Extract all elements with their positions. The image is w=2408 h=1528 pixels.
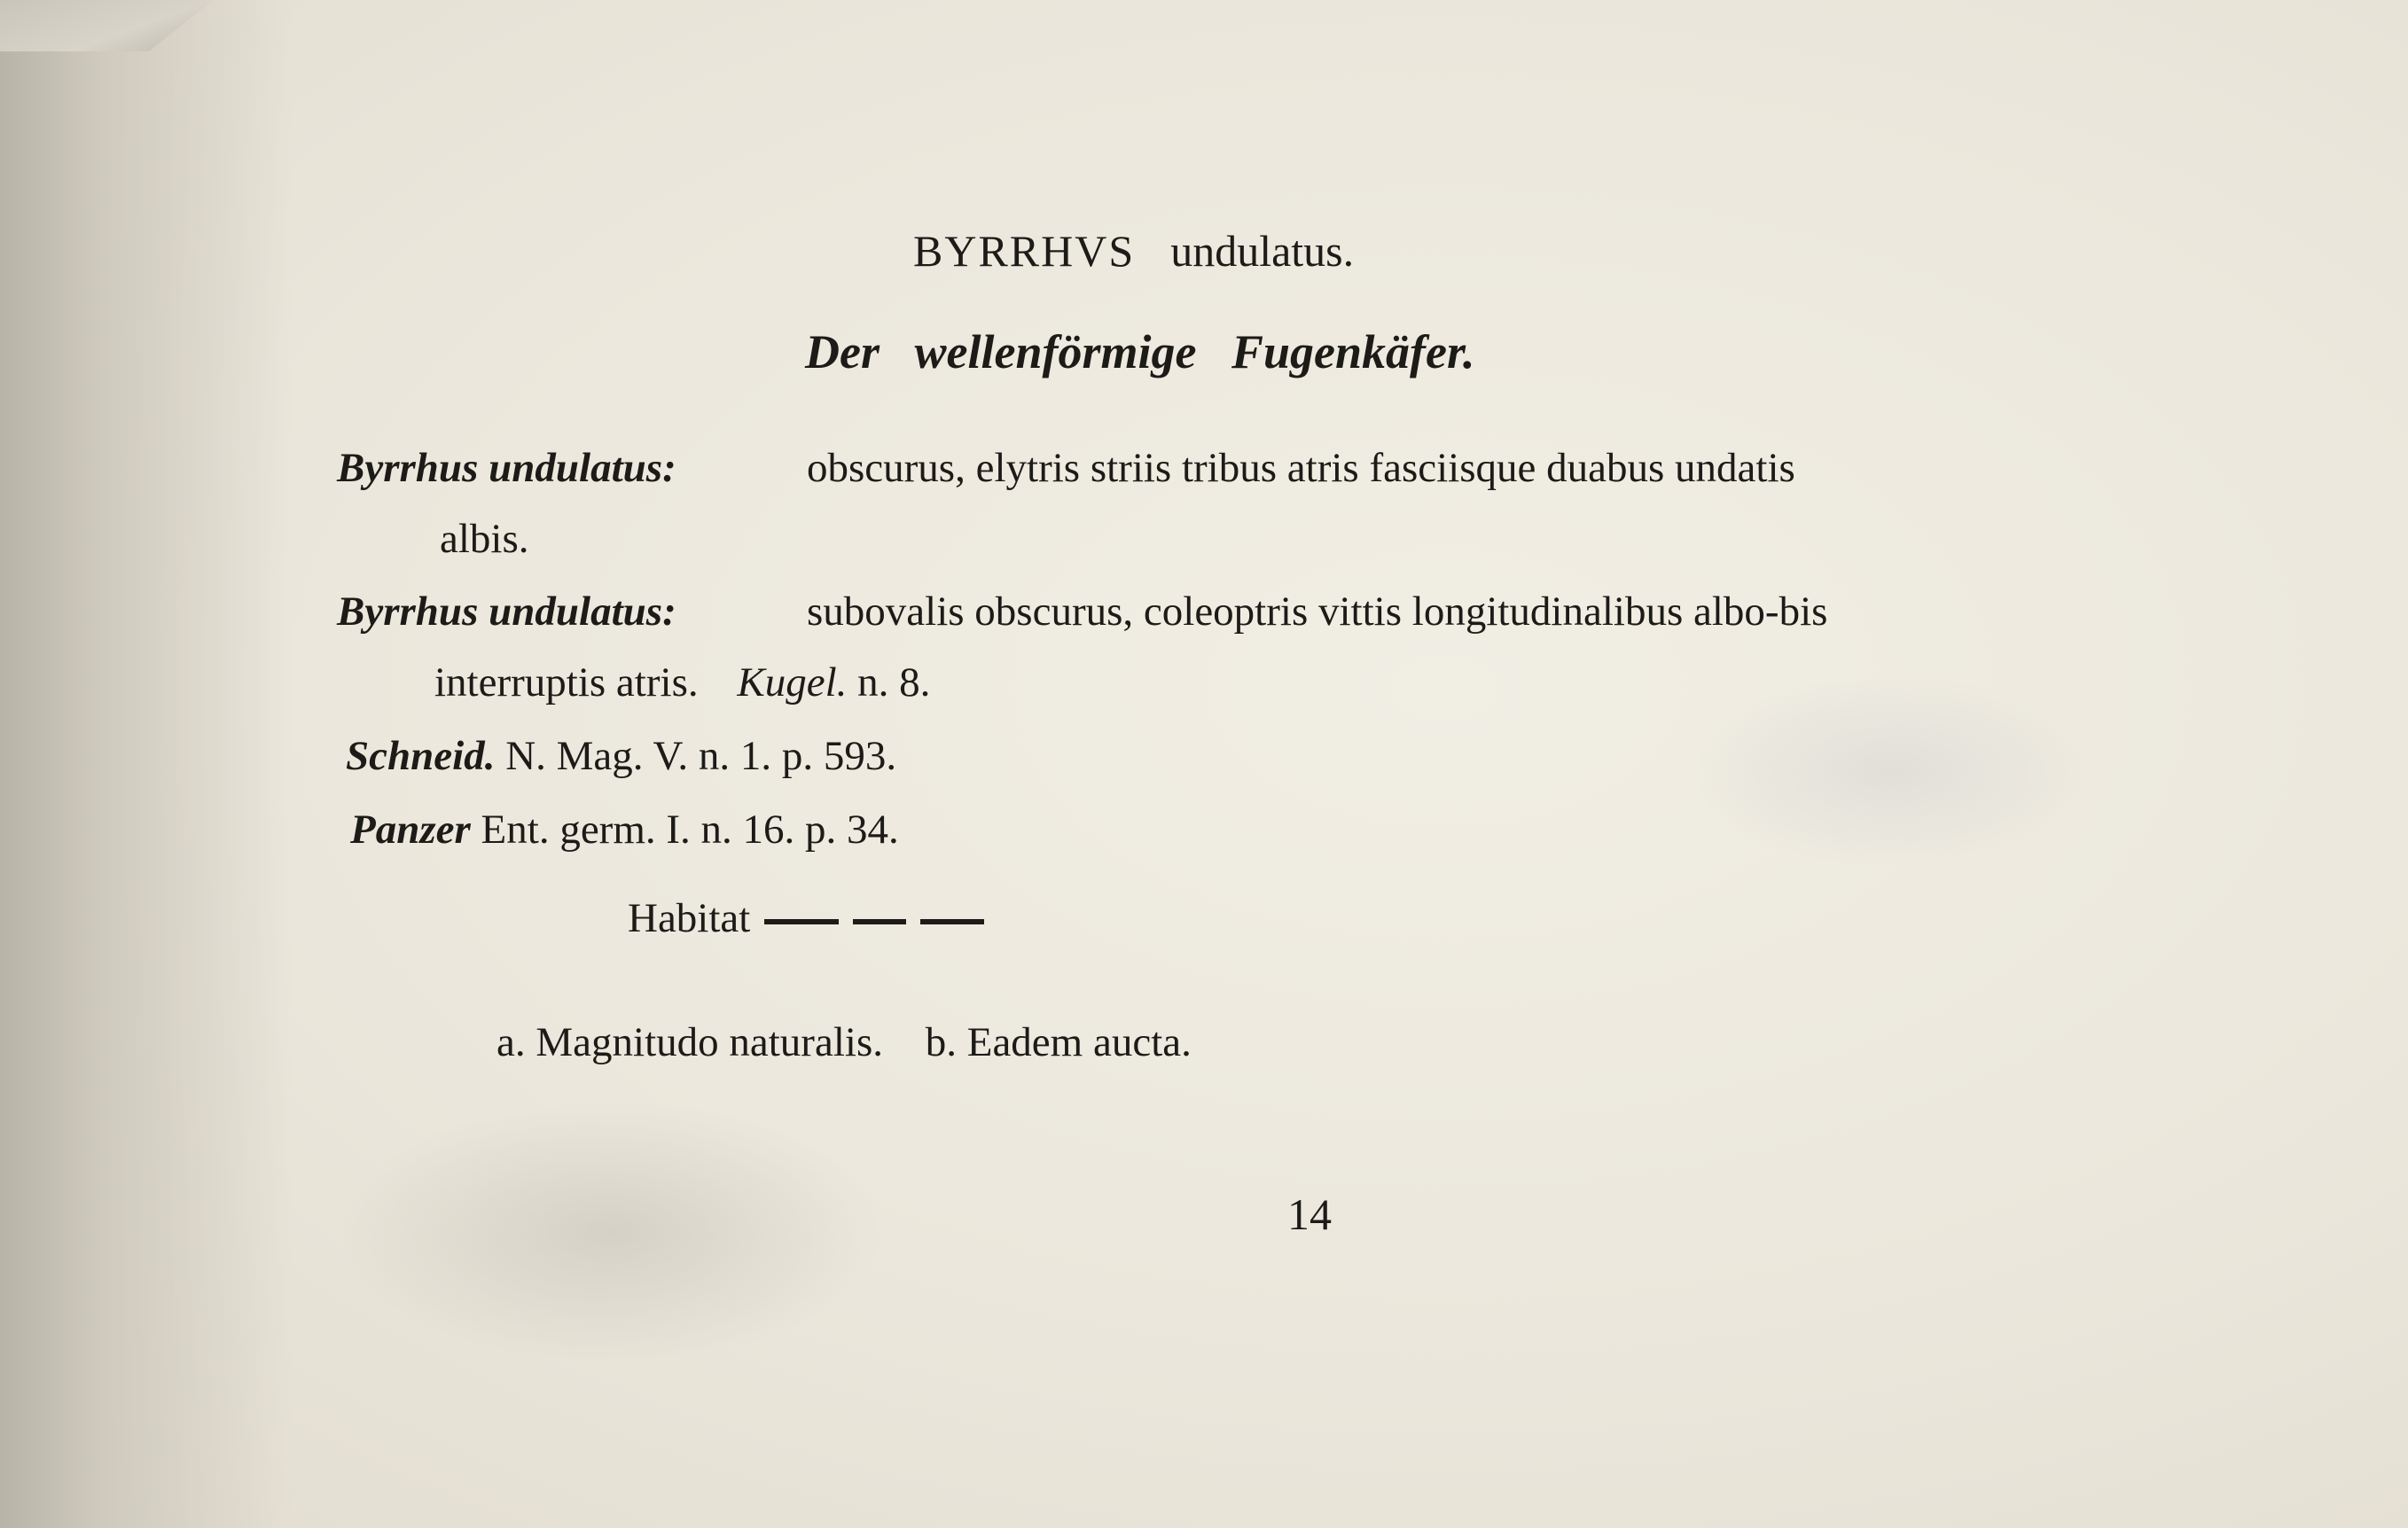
synonym-entry-1 xyxy=(337,445,1795,491)
habitat-dash xyxy=(853,919,906,924)
reference-line-1 xyxy=(346,733,897,779)
caption-a-text: Magnitudo naturalis. xyxy=(536,1019,883,1065)
reference-line-2 xyxy=(350,809,899,851)
bleed-through-mark xyxy=(1685,674,2092,869)
synonym-description: obscurus, elytris striis tribus atris fasciisque duabus undatis xyxy=(807,445,1795,491)
synonym-entry-1-continuation: albis. xyxy=(440,516,529,562)
paper-stain xyxy=(337,1099,887,1365)
page-number: 14 xyxy=(1287,1189,1332,1239)
caption-b-text: Eadem aucta. xyxy=(966,1019,1192,1065)
habitat-dash xyxy=(920,919,984,924)
page-gutter-shadow xyxy=(0,0,293,1528)
synonym-description: subovalis obscurus, coleoptris vittis longitudinalibus albo-bis xyxy=(807,589,1828,635)
german-common-name: Der wellenförmige Fugenkäfer. xyxy=(805,325,1475,378)
reference-detail: N. Mag. V. n. 1. p. 593. xyxy=(505,733,897,779)
habitat-label: Habitat xyxy=(628,895,751,941)
synonym-author: Byrrhus undulatus: xyxy=(337,445,676,491)
continuation-text: interruptis atris. xyxy=(434,659,699,706)
reference-detail: n. 8. xyxy=(857,659,931,706)
figure-caption xyxy=(496,1019,1192,1065)
habitat-dash xyxy=(764,919,839,924)
caption-b-label: b. xyxy=(925,1019,957,1065)
synonym-entry-2-continuation xyxy=(434,659,931,706)
caption-a-label: a. xyxy=(496,1019,526,1065)
reference-author: Kugel. xyxy=(737,659,848,706)
reference-detail: Ent. germ. I. n. 16. p. 34. xyxy=(481,807,899,853)
synonym-author: Byrrhus undulatus: xyxy=(337,589,676,635)
synonym-entry-2 xyxy=(337,591,1827,633)
habitat-line xyxy=(628,895,984,941)
species-name: undulatus. xyxy=(1170,226,1355,276)
species-title xyxy=(913,226,1355,276)
reference-author: Panzer xyxy=(350,807,471,853)
reference-author: Schneid. xyxy=(346,733,496,779)
genus-name: BYRRHVS xyxy=(913,226,1136,276)
